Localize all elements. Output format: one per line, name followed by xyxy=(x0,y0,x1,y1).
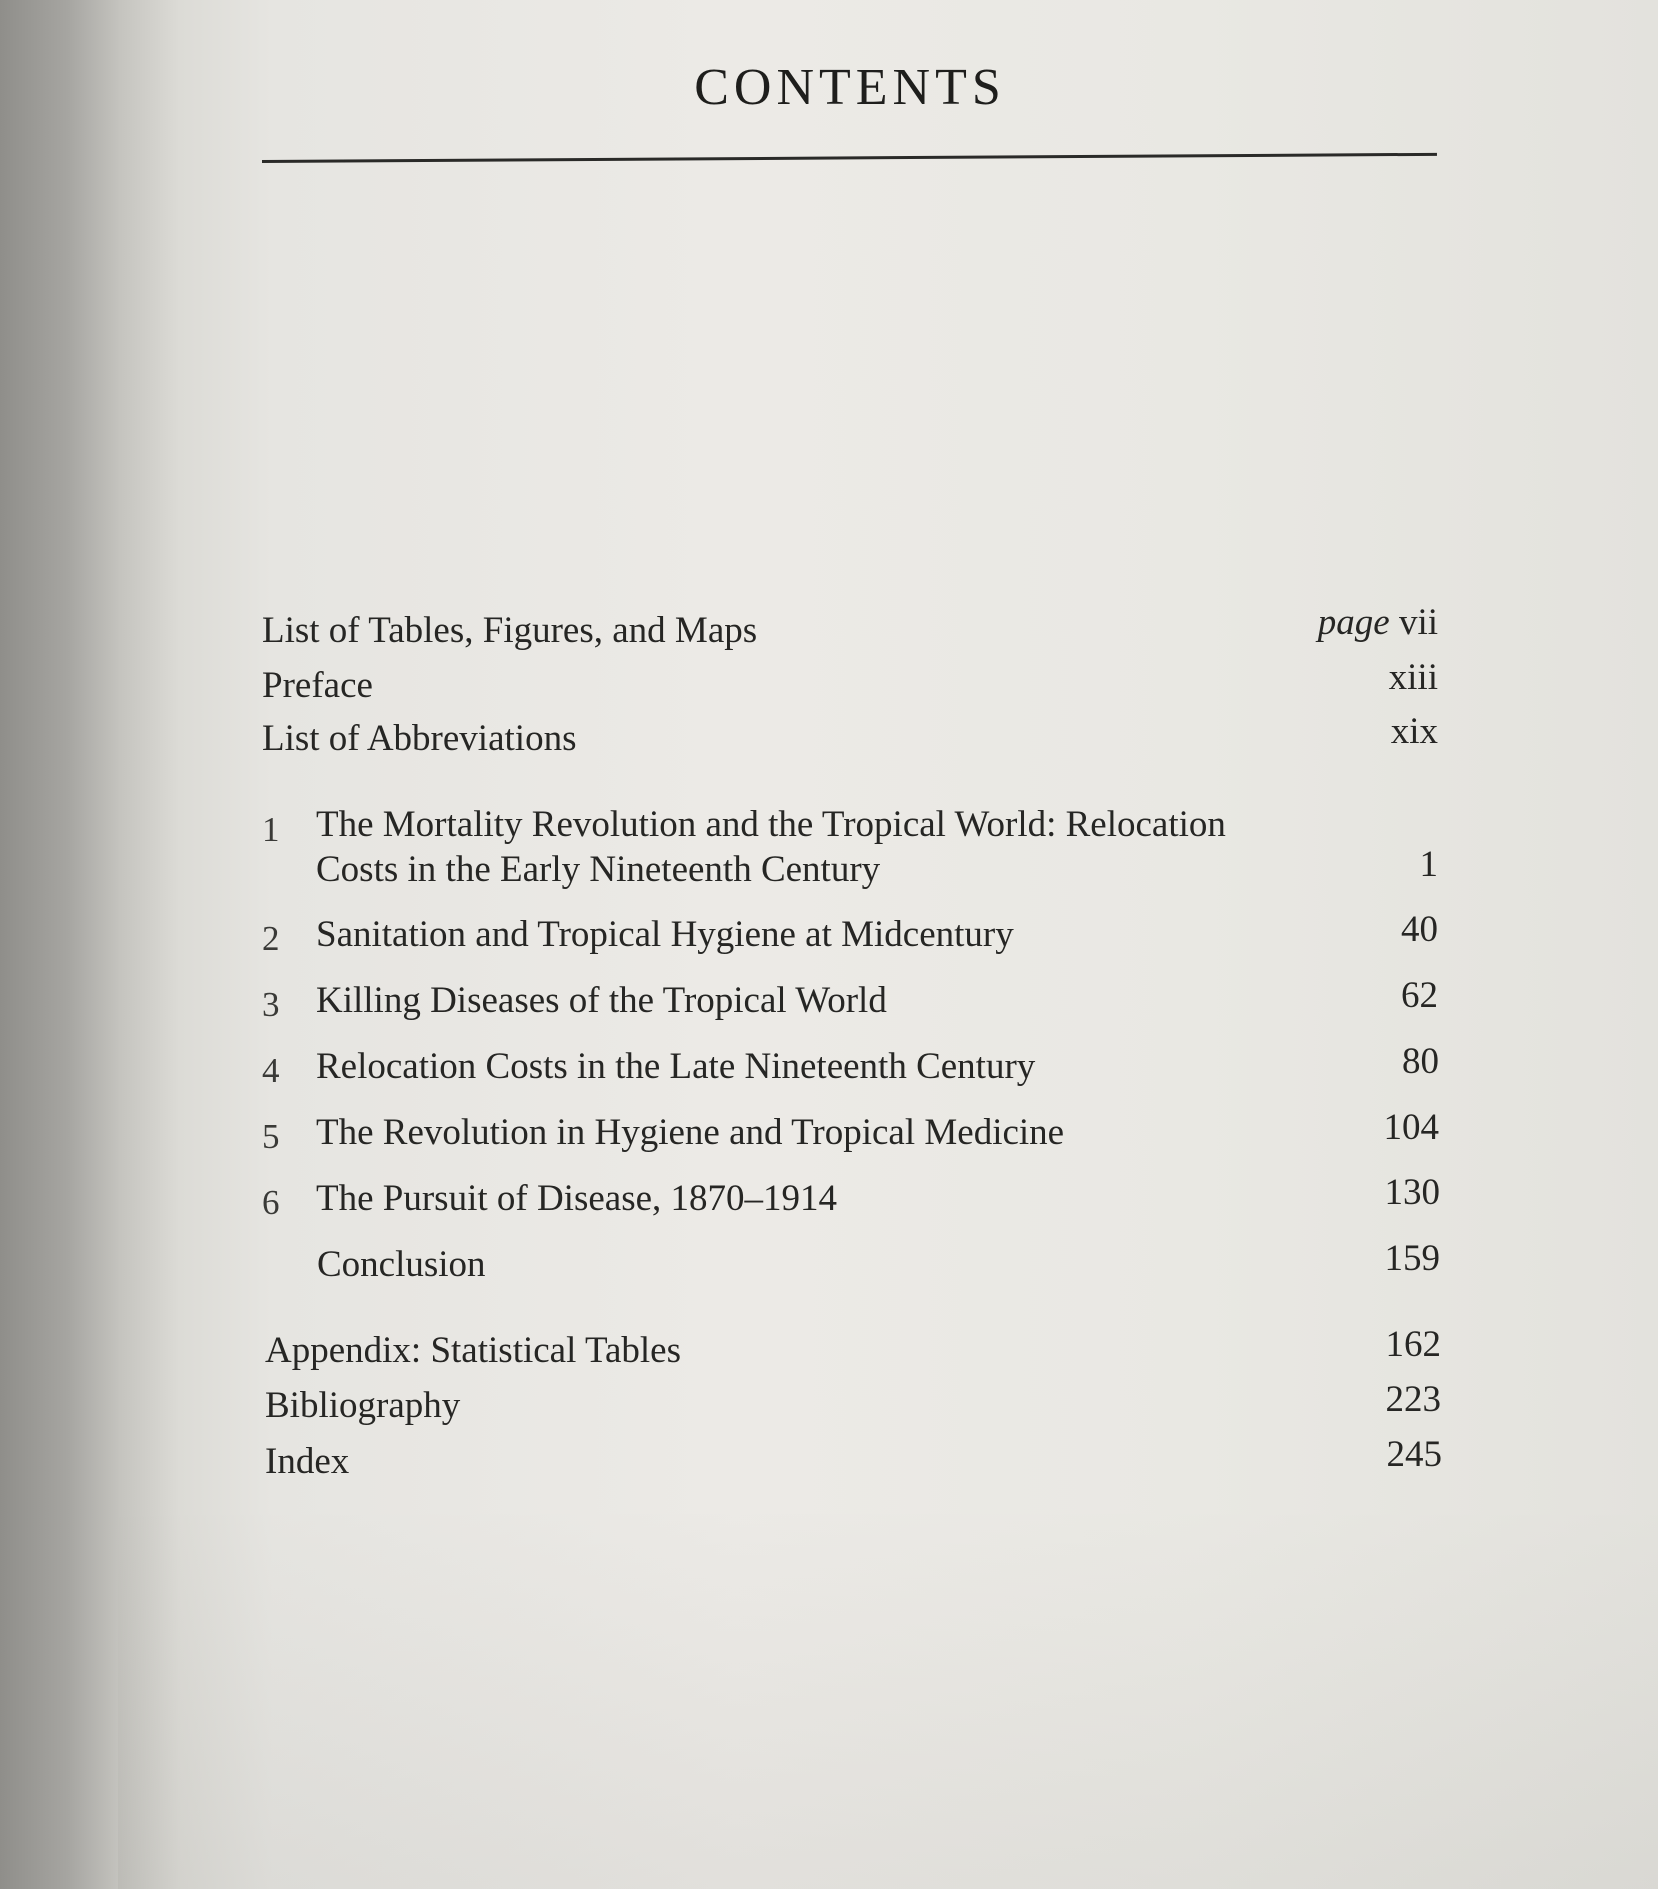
page-prefix: page xyxy=(1317,602,1390,643)
chapter-2-title: Sanitation and Tropical Hygiene at Midcentury xyxy=(316,914,1014,955)
chapter-number: 3 xyxy=(262,985,280,1024)
chapter-1-title-line1: The Mortality Revolution and the Tropical World: Relocation xyxy=(316,804,1226,845)
toc-entry-list-of-tables: List of Tables, Figures, and Maps xyxy=(262,610,758,651)
toc-entry-preface: Preface xyxy=(262,665,373,706)
chapter-1-title-line2: Costs in the Early Nineteenth Century xyxy=(316,849,881,890)
toc-page-abbreviations: xix xyxy=(1390,711,1438,752)
toc-entry-abbreviations: List of Abbreviations xyxy=(262,718,577,759)
chapter-number: 4 xyxy=(262,1051,280,1090)
toc-page-list-of-tables xyxy=(1238,604,1438,641)
toc-entry-appendix: Appendix: Statistical Tables xyxy=(265,1330,681,1371)
chapter-number: 2 xyxy=(262,919,280,958)
chapter-4-page: 80 xyxy=(1402,1041,1439,1082)
chapter-number: 5 xyxy=(262,1117,280,1156)
toc-page-preface: xiii xyxy=(1388,657,1438,698)
chapter-3-title: Killing Diseases of the Tropical World xyxy=(316,980,887,1021)
chapter-4-title: Relocation Costs in the Late Nineteenth Century xyxy=(316,1046,1036,1087)
chapter-2-page: 40 xyxy=(1401,909,1438,950)
conclusion-title: Conclusion xyxy=(317,1244,486,1285)
chapter-number: 6 xyxy=(262,1183,280,1222)
toc-page-index: 245 xyxy=(1386,1434,1442,1475)
chapter-number: 1 xyxy=(262,810,280,849)
page-number: vii xyxy=(1398,602,1438,643)
chapter-5-title: The Revolution in Hygiene and Tropical Medicine xyxy=(316,1112,1065,1153)
chapter-1-page: 1 xyxy=(1419,844,1438,885)
chapter-5-page: 104 xyxy=(1383,1107,1439,1148)
page-title: CONTENTS xyxy=(694,59,1006,116)
conclusion-page: 159 xyxy=(1384,1238,1440,1279)
toc-entry-index: Index xyxy=(265,1441,350,1482)
chapter-6-page: 130 xyxy=(1384,1172,1440,1213)
toc-entry-bibliography: Bibliography xyxy=(265,1385,461,1426)
toc-page-bibliography: 223 xyxy=(1385,1379,1441,1420)
chapter-3-page: 62 xyxy=(1401,975,1438,1016)
chapter-6-title: The Pursuit of Disease, 1870–1914 xyxy=(316,1178,838,1219)
toc-page-appendix: 162 xyxy=(1385,1324,1441,1365)
